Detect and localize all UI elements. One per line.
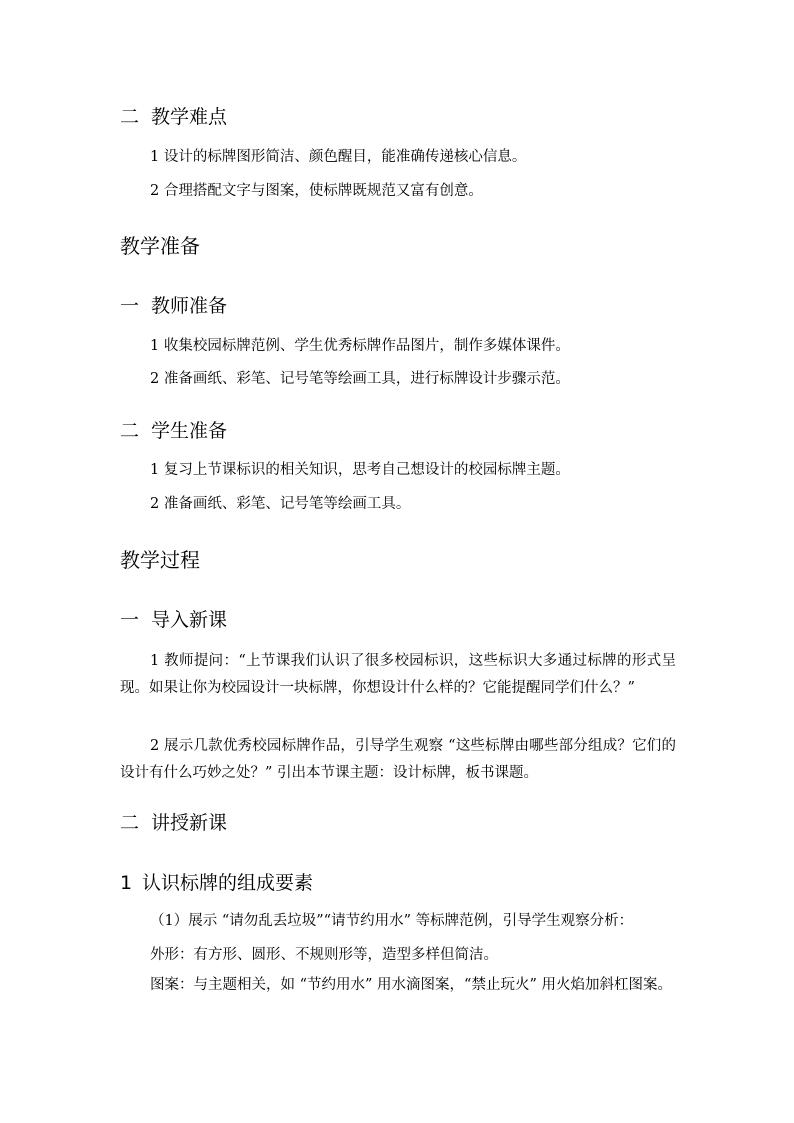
sign-elements-line-1: （1）展示 “请勿乱丢垃圾”“请节约用水” 等标牌范例，引导学生观察分析：	[150, 913, 634, 929]
heading-teaching-difficulty	[120, 105, 227, 129]
heading-new-lesson	[120, 811, 227, 835]
teacher-prep-item-2: 2 准备画纸、彩笔、记号笔等绘画工具，进行标牌设计步骤示范。	[150, 371, 570, 387]
heading-number: 一	[120, 609, 140, 631]
teacher-prep-item-1: 1 收集校园标牌范例、学生优秀标牌作品图片，制作多媒体课件。	[150, 338, 570, 354]
heading-number: 二	[120, 420, 140, 442]
heading-number: 二	[120, 106, 140, 128]
difficulty-item-2: 2 合理搭配文字与图案，使标牌既规范又富有创意。	[150, 183, 483, 199]
sign-elements-pattern-paragraph: 图案：与主题相关，如 “节约用水” 用水滴图案，“禁止玩火” 用火焰加斜杠图案。	[150, 977, 672, 993]
heading-number: 1	[120, 872, 133, 894]
heading-title: 教师准备	[151, 295, 228, 317]
heading-title: 讲授新课	[151, 812, 228, 834]
heading-student-preparation	[120, 419, 227, 443]
heading-title: 教学难点	[151, 106, 228, 128]
intro-paragraph-2: 2 展示几款优秀校园标牌作品，引导学生观察 “这些标牌由哪些部分组成？它们的设计有什么巧妙之处？” 引出本节课主题：设计标牌，板书课题。	[120, 738, 676, 781]
student-prep-item-2: 2 准备画纸、彩笔、记号笔等绘画工具。	[150, 496, 411, 512]
heading-number: 二	[120, 812, 140, 834]
sign-elements-line-2: 外形：有方形、圆形、不规则形等，造型多样但简洁。	[150, 947, 498, 963]
difficulty-item-1: 1 设计的标牌图形简洁、颜色醒目，能准确传递核心信息。	[150, 149, 527, 165]
heading-teaching-process: 教学过程	[120, 548, 200, 572]
heading-title: 认识标牌的组成要素	[142, 872, 314, 894]
intro-paragraph-1: 1 教师提问：“上节课我们认识了很多校园标识，这些标识大多通过标牌的形式呈现。如果让你为校园设计一块标牌，你想设计什么样的？它能提醒同学们什么？”	[120, 653, 676, 696]
student-prep-item-1: 1 复习上节课标识的相关知识，思考自己想设计的校园标牌主题。	[150, 462, 570, 478]
heading-sign-elements	[120, 871, 313, 895]
heading-teacher-preparation	[120, 294, 227, 318]
heading-title: 学生准备	[151, 420, 228, 442]
heading-number: 一	[120, 295, 140, 317]
heading-title: 导入新课	[151, 609, 228, 631]
heading-teaching-preparation: 教学准备	[120, 234, 200, 258]
heading-introduction	[120, 608, 227, 632]
